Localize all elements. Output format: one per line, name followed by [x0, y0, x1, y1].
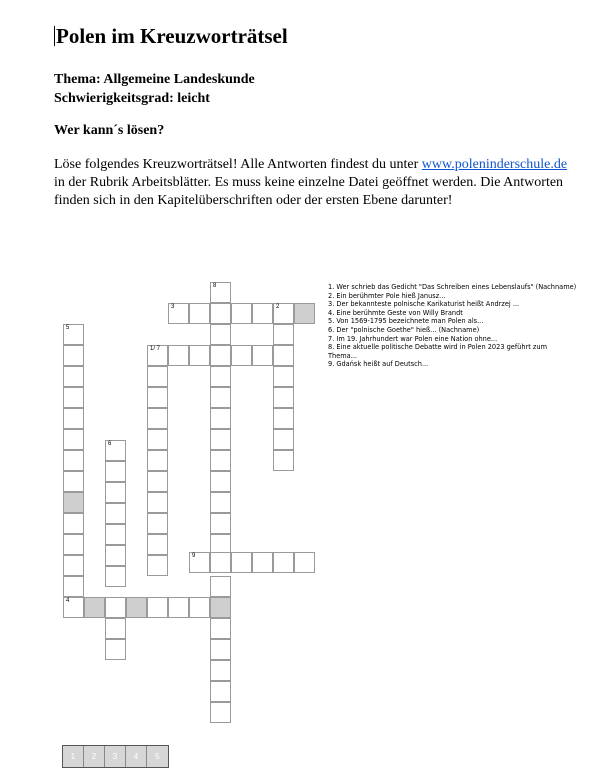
intro-text-after: in der Rubrik Arbeitsblätter. Es muss keine einzelne Datei geöffnet werden. Die Antworten finden sich in den Kapitelüberschriften oder der ersten Ebene darunter! — [54, 175, 564, 208]
crossword-cell-solution[interactable] — [84, 597, 105, 618]
crossword-cell[interactable] — [273, 324, 294, 345]
crossword-cell[interactable] — [273, 552, 294, 573]
crossword-cell[interactable] — [210, 450, 231, 471]
crossword-cell[interactable] — [231, 303, 252, 324]
crossword-cell[interactable] — [252, 552, 273, 573]
crossword-cell[interactable] — [189, 552, 210, 573]
crossword-cell[interactable] — [147, 492, 168, 513]
clue-item: 2. Ein berühmter Pole hieß Janusz... — [328, 291, 446, 300]
crossword-cell[interactable] — [210, 303, 231, 324]
crossword-cell[interactable] — [63, 534, 84, 555]
crossword-cell[interactable] — [147, 345, 168, 366]
clue-number: 8 — [213, 283, 217, 289]
crossword-cell[interactable] — [63, 345, 84, 366]
crossword-cell[interactable] — [147, 513, 168, 534]
clue-number: 9 — [192, 553, 196, 559]
solution-box[interactable]: 1 — [63, 746, 84, 767]
crossword-cell[interactable] — [63, 576, 84, 597]
crossword-cell[interactable] — [273, 450, 294, 471]
crossword-cell[interactable] — [210, 513, 231, 534]
clue-number: 2 — [276, 304, 280, 310]
clue-item: 8. Eine aktuelle politische Debatte wird in Polen 2023 geführt zum Thema... — [328, 343, 547, 360]
crossword-cell[interactable] — [273, 303, 294, 324]
crossword-cell[interactable] — [273, 408, 294, 429]
crossword-cell[interactable] — [189, 597, 210, 618]
crossword-cell[interactable] — [252, 345, 273, 366]
crossword-cell[interactable] — [210, 366, 231, 387]
clue-item: 5. Von 1569-1795 bezeichnete man Polen als... — [328, 317, 484, 326]
crossword-cell[interactable] — [63, 471, 84, 492]
clue-item: 7. Im 19. Jahrhundert war Polen eine Nation ohne... — [328, 334, 498, 343]
theme-line: Thema: Allgemeine Landeskunde — [54, 72, 255, 87]
crossword-cell[interactable] — [273, 366, 294, 387]
clue-number: 1/ 7 — [150, 346, 161, 352]
crossword-cell[interactable] — [105, 545, 126, 566]
crossword-cell[interactable] — [147, 555, 168, 576]
crossword-cell[interactable] — [105, 440, 126, 461]
clue-item: 4. Eine berühmte Geste von Willy Brandt — [328, 308, 463, 317]
crossword-cell[interactable] — [168, 597, 189, 618]
clue-item: 1. Wer schrieb das Gedicht "Das Schreiben eines Lebenslaufs" (Nachname) — [328, 283, 577, 291]
crossword-cell[interactable] — [105, 566, 126, 587]
website-link[interactable]: www.poleninderschule.de — [421, 157, 568, 172]
crossword-cell[interactable] — [105, 524, 126, 545]
solution-box[interactable]: 5 — [147, 746, 168, 767]
crossword-cell[interactable] — [231, 552, 252, 573]
crossword-cell[interactable] — [105, 461, 126, 482]
crossword-cell[interactable] — [147, 429, 168, 450]
crossword-cell[interactable] — [147, 471, 168, 492]
solution-word-boxes — [62, 745, 169, 768]
crossword-cell[interactable] — [210, 660, 231, 681]
crossword-cell[interactable] — [210, 552, 231, 573]
crossword-cell[interactable] — [147, 387, 168, 408]
crossword-cell[interactable] — [63, 513, 84, 534]
crossword-cell[interactable] — [168, 303, 189, 324]
crossword-cell[interactable] — [210, 324, 231, 345]
page-title: Polen im Kreuzworträtsel — [56, 24, 288, 48]
crossword-cell[interactable] — [210, 492, 231, 513]
question-heading: Wer kann´s lösen? — [54, 123, 165, 138]
crossword-cell[interactable] — [210, 408, 231, 429]
crossword-cell[interactable] — [273, 387, 294, 408]
crossword-cell[interactable] — [105, 482, 126, 503]
crossword-cell[interactable] — [147, 408, 168, 429]
solution-box[interactable]: 3 — [105, 746, 126, 767]
crossword-cell[interactable] — [210, 429, 231, 450]
crossword-cell[interactable] — [294, 552, 315, 573]
intro-text-before: Löse folgendes Kreuzworträtsel! Alle Antworten findest du unter — [54, 157, 422, 172]
crossword-cell[interactable] — [63, 324, 84, 345]
crossword-cell[interactable] — [231, 345, 252, 366]
crossword-cell-solution[interactable] — [63, 492, 84, 513]
crossword-cell[interactable] — [210, 618, 231, 639]
crossword-cell[interactable] — [63, 387, 84, 408]
crossword-cell[interactable] — [147, 366, 168, 387]
crossword-cell[interactable] — [210, 702, 231, 723]
crossword-cell[interactable] — [168, 345, 189, 366]
crossword-cell[interactable] — [105, 639, 126, 660]
crossword-cell[interactable] — [105, 618, 126, 639]
crossword-cell[interactable] — [63, 408, 84, 429]
clue-item: 3. Der bekannteste polnische Karikaturist heißt Andrzej ... — [328, 300, 520, 309]
crossword-cell[interactable] — [252, 303, 273, 324]
crossword-cell[interactable] — [63, 597, 84, 618]
crossword-cell[interactable] — [210, 639, 231, 660]
clue-number: 4 — [66, 598, 70, 604]
crossword-cell[interactable] — [63, 555, 84, 576]
crossword-cell[interactable] — [63, 366, 84, 387]
clue-number: 5 — [66, 325, 70, 331]
crossword-cell[interactable] — [63, 429, 84, 450]
clue-number: 6 — [108, 441, 112, 447]
crossword-cell[interactable] — [189, 345, 210, 366]
crossword-cell[interactable] — [210, 471, 231, 492]
crossword-cell-solution[interactable] — [294, 303, 315, 324]
crossword-cell[interactable] — [210, 282, 231, 303]
crossword-cell[interactable] — [210, 681, 231, 702]
crossword-cell[interactable] — [189, 303, 210, 324]
clue-number: 3 — [171, 304, 175, 310]
crossword-cell[interactable] — [210, 576, 231, 597]
crossword-cell[interactable] — [147, 450, 168, 471]
difficulty-line: Schwierigkeitsgrad: leicht — [54, 91, 210, 106]
crossword-cell[interactable] — [273, 345, 294, 366]
clue-item: 9. Gdańsk heißt auf Deutsch... — [328, 360, 429, 369]
crossword-cell[interactable] — [147, 534, 168, 555]
crossword-cell-solution[interactable] — [126, 597, 147, 618]
crossword-cell[interactable] — [63, 450, 84, 471]
crossword-cell[interactable] — [105, 597, 126, 618]
crossword-cell[interactable] — [210, 387, 231, 408]
crossword-cell[interactable] — [105, 503, 126, 524]
clue-list — [328, 283, 578, 369]
solution-box[interactable]: 2 — [84, 746, 105, 767]
crossword-cell-solution[interactable] — [210, 597, 231, 618]
clue-item: 6. Der "polnische Goethe" hieß... (Nachname) — [328, 325, 480, 334]
crossword-cell[interactable] — [273, 429, 294, 450]
crossword-cell[interactable] — [147, 597, 168, 618]
solution-box[interactable]: 4 — [126, 746, 147, 767]
crossword-cell[interactable] — [210, 345, 231, 366]
